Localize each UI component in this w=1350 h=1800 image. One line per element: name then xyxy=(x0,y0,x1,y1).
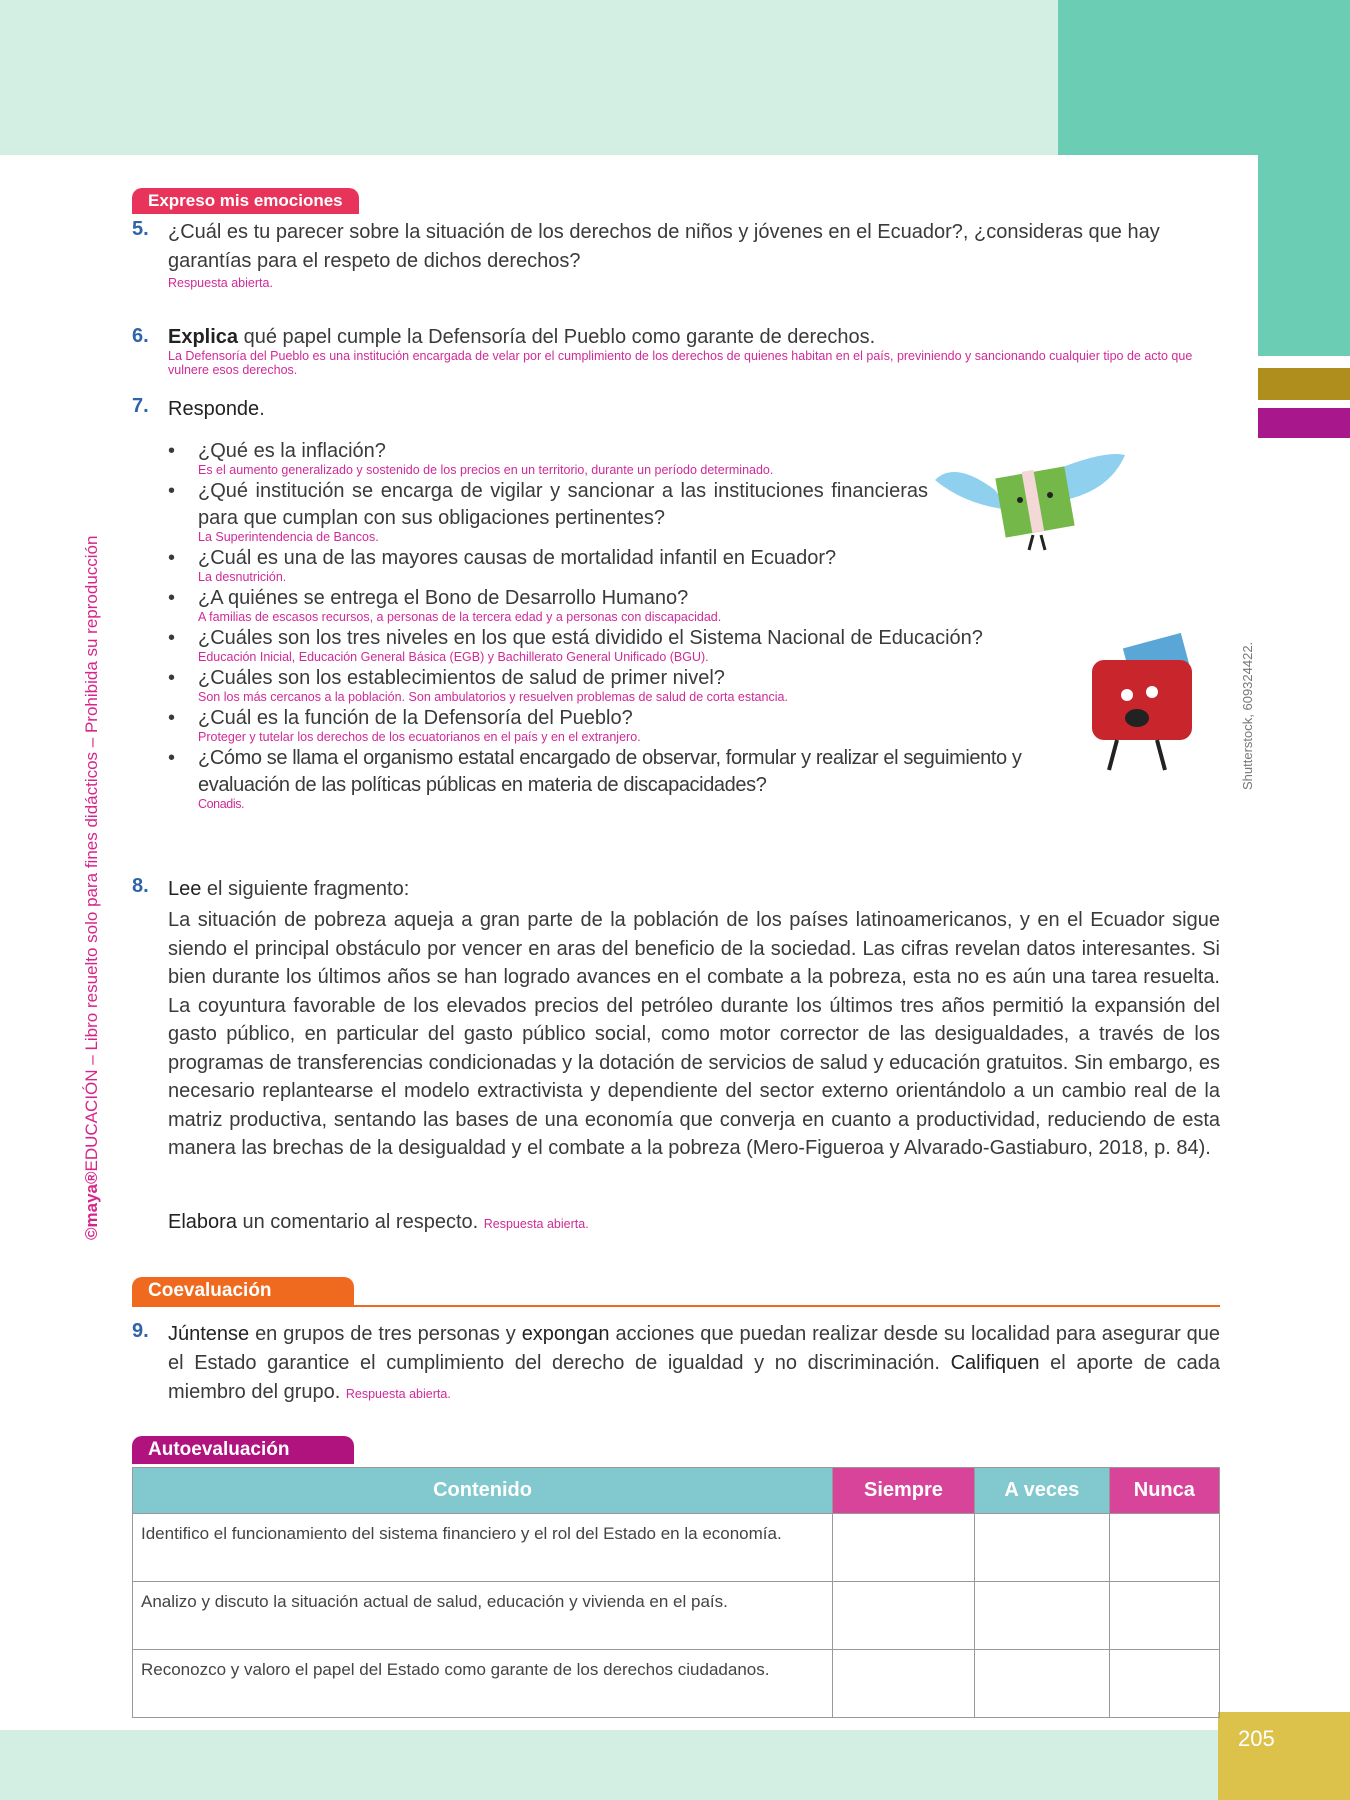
brand-logo: ©maya® xyxy=(82,1171,101,1240)
q8-number: 8. xyxy=(132,875,149,897)
q6-answer: La Defensoría del Pueblo es una institución encargada de velar por el cumplimiento de los derechos de quienes habitan en el país, previniendo y sancionando cualquier tipo de acto que vulnere esos derechos. xyxy=(168,349,1193,377)
cell-a-veces[interactable] xyxy=(974,1650,1109,1718)
list-item xyxy=(168,745,1088,811)
cell-nunca[interactable] xyxy=(1109,1514,1219,1582)
q5-answer: Respuesta abierta. xyxy=(168,276,273,290)
q7 xyxy=(168,395,1220,424)
list-item xyxy=(168,705,1088,744)
list-item xyxy=(168,478,928,544)
cell-a-veces[interactable] xyxy=(974,1514,1109,1582)
question: • ¿Cómo se llama el organismo estatal encargado de observar, formular y realizar el seguimiento y evaluación de las políticas públicas en materia de discapacidades? xyxy=(198,747,1022,796)
flying-money-illustration xyxy=(935,450,1125,565)
bottom-band xyxy=(0,1730,1350,1800)
section-autoevaluacion: Autoevaluación xyxy=(132,1436,354,1464)
q8-task-text: un comentario al respecto. xyxy=(236,1211,479,1233)
q6 xyxy=(168,325,1220,377)
q6-verb: Explica xyxy=(168,326,239,348)
side-copyright xyxy=(82,536,102,1240)
list-item xyxy=(168,625,1108,664)
header-contenido: Contenido xyxy=(133,1468,833,1514)
q8-answer: Respuesta abierta. xyxy=(483,1217,589,1231)
page-number: 205 xyxy=(1218,1712,1350,1800)
self-assessment-table xyxy=(132,1467,1220,1718)
answer: Es el aumento generalizado y sostenido de los precios en un territorio, durante un período determinado. xyxy=(198,463,774,477)
cell-siempre[interactable] xyxy=(833,1582,975,1650)
row-content: Identifico el funcionamiento del sistema financiero y el rol del Estado en la economía. xyxy=(133,1514,833,1582)
q7-number: 7. xyxy=(132,395,149,417)
q8-fragment: La situación de pobreza aqueja a gran parte de la población de los países latinoamericanos, y en el Ecuador sigue siendo el principal obstáculo por vencer en aras del beneficio de la sociedad. Las cifras revelan datos interesantes. Si bien durante los últimos años se han logrado avances en el combate a la pobreza, esta no es aún una tarea resuelta. La coyuntura favorable de los elevados precios del petróleo durante los últimos tres años permitió la expansión del gasto público, en particular del gasto público social, como motor corrector de las desigualdades, a través de los programas de transferencias condicionadas y la dotación de servicios de salud y educación gratuitos. Sin embargo, es necesario replantearse el modelo extractivista y dependiente del sector externo orientándolo a un cambio real de la matriz productiva, sentando las bases de una economía que converja en cuanto a productividad, reduciendo de esta manera las brechas de la desigualdad y el combate a la pobreza (Mero-Figueroa y Alvarado-Gastiaburo, 2018, p. 84). xyxy=(168,909,1220,1159)
header-siempre: Siempre xyxy=(833,1468,975,1514)
q5-number: 5. xyxy=(132,218,149,240)
section-coevaluacion: Coevaluación xyxy=(132,1277,354,1305)
cell-nunca[interactable] xyxy=(1109,1650,1219,1718)
header-a-veces: A veces xyxy=(974,1468,1109,1514)
gold-tab xyxy=(1258,368,1350,400)
row-content: Analizo y discuto la situación actual de salud, educación y vivienda en el país. xyxy=(133,1582,833,1650)
q9-text: el aporte de cada miembro del grupo. xyxy=(168,1352,1220,1403)
q9-number: 9. xyxy=(132,1320,149,1342)
header-nunca: Nunca xyxy=(1109,1468,1219,1514)
q9-text: en grupos de tres personas y xyxy=(249,1323,522,1345)
q8-text: el siguiente fragmento: xyxy=(201,878,410,900)
q7-verb: Responde xyxy=(168,398,260,420)
q6-text: qué papel cumple la Defensoría del Pueblo como garante de derechos. xyxy=(238,326,876,348)
table-row xyxy=(133,1582,1220,1650)
answer: Conadis. xyxy=(198,797,245,811)
cell-siempre[interactable] xyxy=(833,1650,975,1718)
answer: A familias de escasos recursos, a personas de la tercera edad y a personas con discapacidad. xyxy=(198,610,722,624)
sad-wallet-illustration xyxy=(1082,630,1212,780)
image-credit: Shutterstock, 609324422. xyxy=(1240,641,1255,790)
cell-nunca[interactable] xyxy=(1109,1582,1219,1650)
answer: Son los más cercanos a la población. Son ambulatorios y resuelven problemas de salud de corta estancia. xyxy=(198,690,788,704)
list-item xyxy=(168,585,1088,624)
q8-verb: Lee xyxy=(168,878,202,900)
section-expreso: Expreso mis emociones xyxy=(132,188,359,214)
question: • ¿Cuáles son los establecimientos de salud de primer nivel? xyxy=(198,667,725,689)
question: • ¿Qué institución se encarga de vigilar y sancionar a las instituciones financieras para que cumplan con sus obligaciones pertinentes? xyxy=(198,480,928,529)
answer: La desnutrición. xyxy=(198,570,287,584)
q9-text: acciones que puedan realizar desde su localidad para asegurar que el Estado garantice el cumplimiento del derecho de igualdad y no discriminación. xyxy=(168,1323,1220,1374)
q9-verb: Júntense xyxy=(168,1323,250,1345)
q8-task xyxy=(168,1208,1220,1239)
q5-text: ¿Cuál es tu parecer sobre la situación de los derechos de niños y jóvenes en el Ecuador?, ¿consideras que hay garantías para el respeto de dichos derechos? xyxy=(168,221,1160,272)
answer: Educación Inicial, Educación General Básica (EGB) y Bachillerato General Unificado (BGU). xyxy=(198,650,709,664)
question: • ¿Cuál es una de las mayores causas de mortalidad infantil en Ecuador? xyxy=(198,547,837,569)
cell-siempre[interactable] xyxy=(833,1514,975,1582)
question: • ¿A quiénes se entrega el Bono de Desarrollo Humano? xyxy=(198,587,689,609)
divider xyxy=(132,1305,1220,1307)
q9-verb: expongan xyxy=(521,1323,610,1345)
question: • ¿Qué es la inflación? xyxy=(198,440,386,462)
table-row xyxy=(133,1650,1220,1718)
q7-text: . xyxy=(259,398,265,420)
list-item xyxy=(168,665,1088,704)
magenta-tab xyxy=(1258,408,1350,438)
q9 xyxy=(168,1320,1220,1409)
question: • ¿Cuáles son los tres niveles en los que está dividido el Sistema Nacional de Educación? xyxy=(198,627,983,649)
cell-a-veces[interactable] xyxy=(974,1582,1109,1650)
q5 xyxy=(168,218,1220,290)
question: • ¿Cuál es la función de la Defensoría del Pueblo? xyxy=(198,707,633,729)
table-row xyxy=(133,1514,1220,1582)
q9-answer: Respuesta abierta. xyxy=(345,1387,451,1401)
q9-verb: Califiquen xyxy=(950,1352,1040,1374)
row-content: Reconozco y valoro el papel del Estado como garante de los derechos ciudadanos. xyxy=(133,1650,833,1718)
side-text: EDUCACIÓN – Libro resuelto solo para fines didácticos – Prohibida su reproducción xyxy=(82,535,101,1172)
q8 xyxy=(168,875,1220,904)
answer: Proteger y tutelar los derechos de los ecuatorianos en el país y en el extranjero. xyxy=(198,730,641,744)
q8-task-verb: Elabora xyxy=(168,1211,237,1233)
answer: La Superintendencia de Bancos. xyxy=(198,530,379,544)
q6-number: 6. xyxy=(132,325,149,347)
